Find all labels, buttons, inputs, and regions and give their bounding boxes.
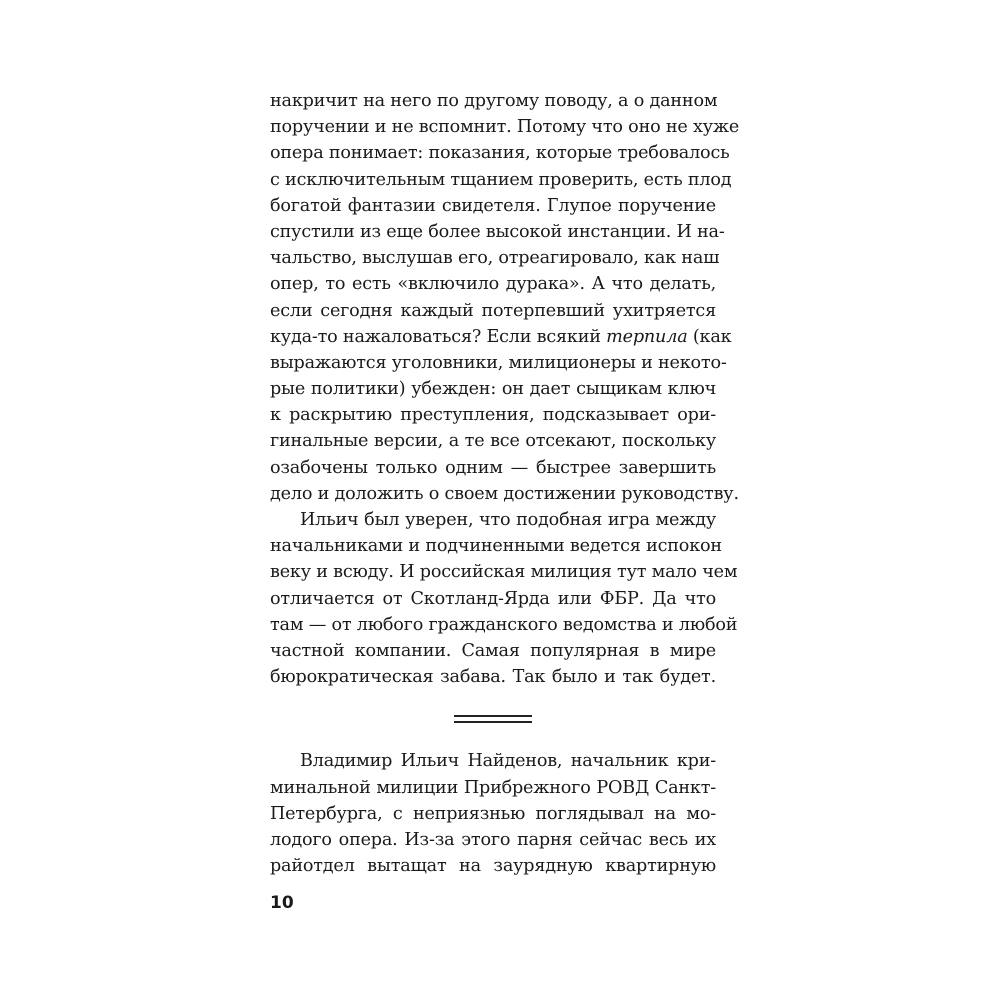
paragraph-1 bbox=[270, 88, 740, 507]
text-line: накричит на него по другому поводу, а о данном bbox=[270, 91, 718, 111]
text-line: к раскрытию преступления, подсказывает ори- bbox=[270, 405, 716, 426]
text-line: Владимир Ильич Найденов, начальник кри- bbox=[300, 751, 716, 772]
text-fragment: куда-то нажаловаться? Если всякий bbox=[270, 326, 607, 347]
separator-rule bbox=[454, 715, 532, 717]
italic-term: терпила bbox=[606, 326, 688, 347]
text-line: гинальные версии, а те все отсекают, поскольку bbox=[270, 431, 716, 452]
text-line: бюрократическая забава. Так было и так будет. bbox=[270, 667, 716, 688]
paragraph-3 bbox=[270, 748, 716, 879]
text-line: озабочены только одним — быстрее завершить bbox=[270, 457, 716, 478]
separator-rule bbox=[454, 721, 532, 723]
text-line: с исключительным тщанием проверить, есть плод bbox=[270, 169, 732, 190]
section-separator bbox=[270, 690, 716, 748]
text-line: отличается от Скотланд-Ярда или ФБР. Да что bbox=[270, 588, 716, 609]
text-line: Петербурга, с неприязнью поглядывал на мо- bbox=[270, 803, 716, 824]
text-line: если сегодня каждый потерпевший ухитряется bbox=[270, 300, 716, 321]
page-number: 10 bbox=[270, 893, 294, 913]
text-line: спустили из еще более высокой инстанции. И на- bbox=[270, 221, 725, 242]
text-line: райотдел вытащат на заурядную квартирную bbox=[270, 856, 716, 877]
text-line: богатой фантазии свидетеля. Глупое поручение bbox=[270, 195, 716, 216]
text-line: выражаются уголовники, милиционеры и некото- bbox=[270, 352, 727, 373]
text-line: минальной милиции Прибрежного РОВД Санкт- bbox=[270, 777, 716, 798]
text-line: рые политики) убежден: он дает сыщикам ключ bbox=[270, 379, 716, 400]
text-fragment: (как bbox=[687, 326, 732, 347]
text-line: лодого опера. Из-за этого парня сейчас весь их bbox=[270, 829, 716, 850]
page-body bbox=[270, 88, 740, 879]
text-line: начальниками и подчиненными ведется испокон bbox=[270, 536, 722, 557]
text-line bbox=[270, 324, 732, 350]
text-line: поручении и не вспомнит. Потому что оно не хуже bbox=[270, 117, 740, 138]
text-line: веку и всюду. И российская милиция тут мало чем bbox=[270, 562, 738, 583]
text-line: Ильич был уверен, что подобная игра между bbox=[300, 510, 716, 530]
text-line: опера понимает: показания, которые требовалось bbox=[270, 143, 730, 164]
text-line: дело и доложить о своем достижении руководству. bbox=[270, 483, 739, 504]
text-line: там — от любого гражданского ведомства и любой bbox=[270, 614, 738, 635]
text-line: чальство, выслушав его, отреагировало, как наш bbox=[270, 248, 720, 269]
text-line: частной компании. Самая популярная в мире bbox=[270, 640, 716, 661]
text-line: опер, то есть «включило дурака». А что делать, bbox=[270, 274, 716, 295]
paragraph-2 bbox=[270, 507, 738, 690]
